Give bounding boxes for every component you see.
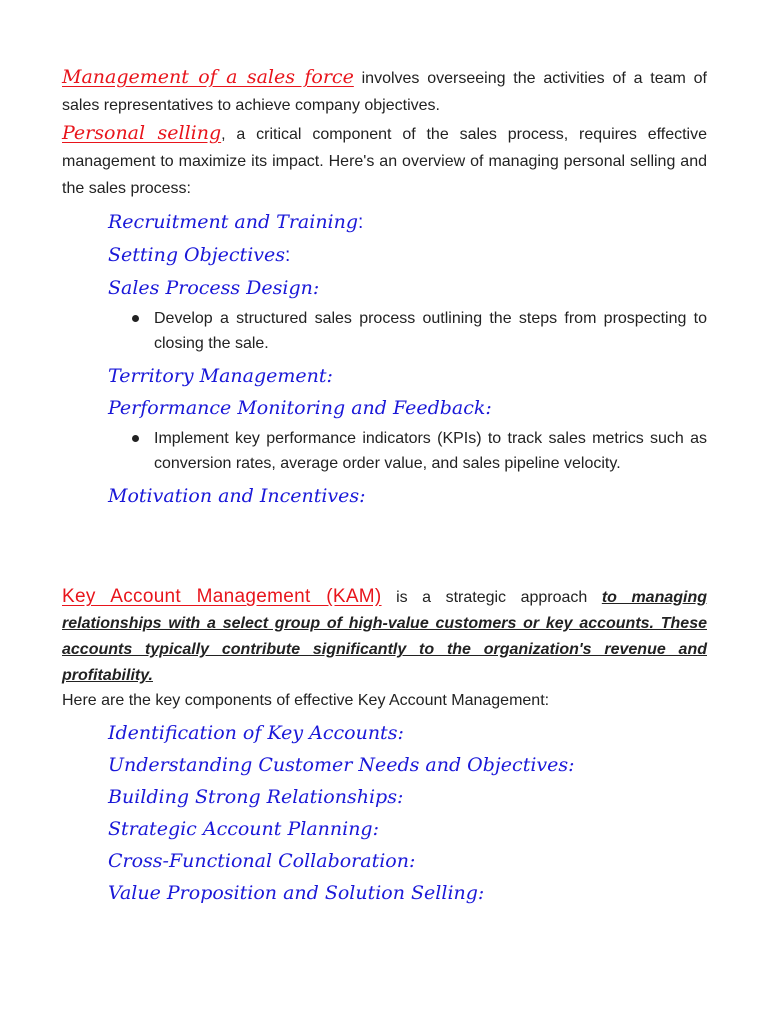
bullet-dot — [132, 435, 139, 442]
heading-relationships: Building Strong Relationships: — [108, 786, 404, 808]
intro-text: involves overseeing the activities of a team of sales representatives to achieve company objectives. — [62, 70, 707, 114]
heading-recruitment: Recruitment and Training: — [108, 211, 364, 233]
term-sales-force: Management of a sales force — [62, 66, 354, 88]
document-page — [62, 64, 707, 909]
term-personal-selling: Personal selling — [62, 122, 222, 144]
personal-selling-text: , a critical component of the sales process, requires effective management to maximize its impact. Here's an overview of managing personal selling and the sales process: — [62, 126, 707, 197]
intro-paragraph — [62, 64, 707, 119]
kam-paragraph — [62, 584, 707, 689]
heading-performance: Performance Monitoring and Feedback: — [108, 397, 492, 419]
heading-territory: Territory Management: — [108, 365, 333, 387]
heading-motivation: Motivation and Incentives: — [108, 485, 366, 507]
list-item: Develop a structured sales process outlining the steps from prospecting to closing the sale. — [132, 306, 707, 356]
personal-selling-paragraph — [62, 120, 707, 202]
heading-value-proposition: Value Proposition and Solution Selling: — [108, 882, 485, 904]
process-design-list — [132, 306, 707, 356]
heading-collaboration: Cross-Functional Collaboration: — [108, 850, 416, 872]
term-kam: Key Account Management (KAM) — [62, 586, 382, 607]
bullet-dot — [132, 315, 139, 322]
kam-emphasis: to managing relationships with a select group of high-value customers or key accounts. These accounts typically contribute significantly to the organization's revenue and profitability. — [62, 589, 707, 684]
list-item: Implement key performance indicators (KPIs) to track sales metrics such as conversion rates, average order value, and sales pipeline velocity. — [132, 426, 707, 476]
heading-identification: Identification of Key Accounts: — [108, 722, 404, 744]
heading-planning: Strategic Account Planning: — [108, 818, 379, 840]
kam-components-intro: Here are the key components of effective Key Account Management: — [62, 692, 550, 709]
kam-mid-text: is a strategic approach — [381, 589, 602, 606]
performance-list — [132, 426, 707, 476]
heading-understanding: Understanding Customer Needs and Objectives: — [108, 754, 575, 776]
heading-objectives: Setting Objectives: — [108, 244, 291, 266]
heading-process-design: Sales Process Design: — [108, 277, 320, 299]
